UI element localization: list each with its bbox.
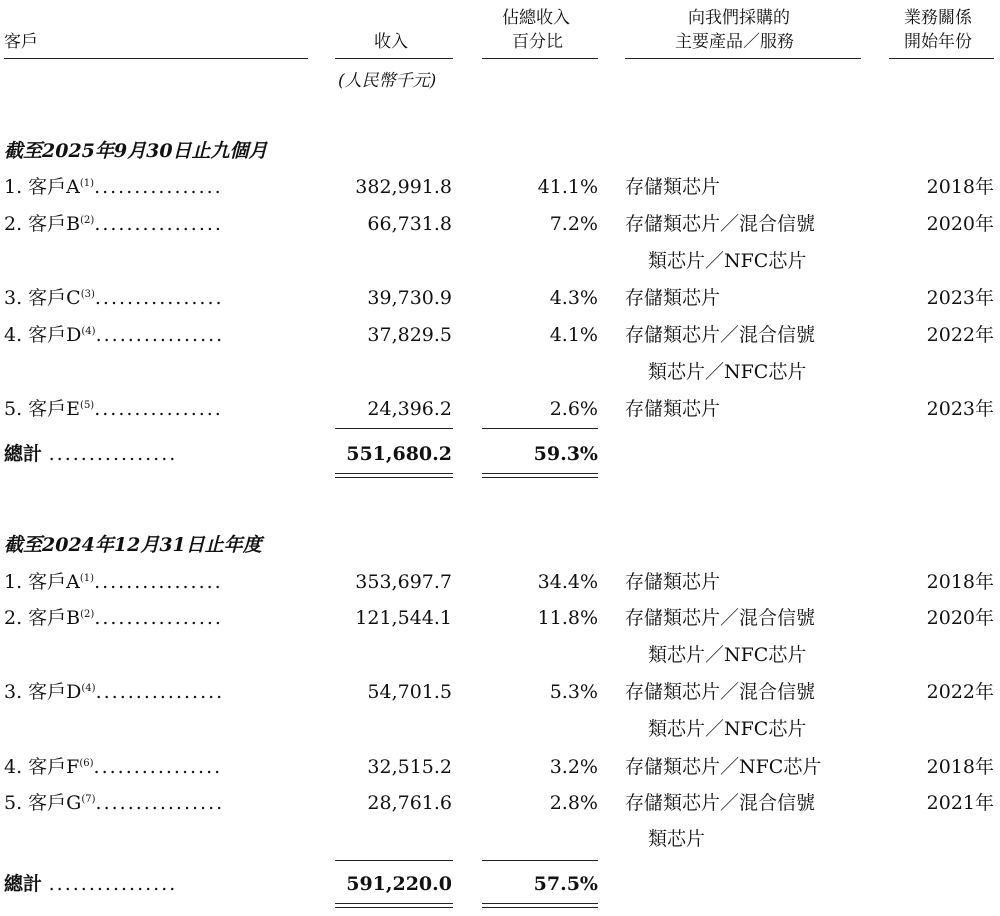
leader-dots: ................ [94, 571, 223, 593]
total-revenue: 591,220.0 [346, 873, 452, 895]
products-text: 存儲類芯片／混合信號 [625, 324, 816, 346]
header-products-line2: 主要產品／服務 [675, 32, 794, 52]
footnote-ref: (1) [79, 178, 95, 189]
double-rule-percentage [482, 907, 598, 908]
products-text: 類芯片／NFC芯片 [648, 644, 807, 666]
customer-name: 1. 客戶A [4, 571, 80, 593]
table-row [0, 786, 1000, 820]
leader-dots: ................ [48, 873, 178, 895]
table-row [0, 281, 1000, 315]
products-text: 存儲類芯片 [625, 176, 721, 198]
total-percentage: 57.5% [533, 873, 598, 895]
products-text: 存儲類芯片 [625, 287, 721, 309]
double-rule-percentage [482, 473, 598, 474]
revenue-value: 382,991.8 [355, 176, 452, 198]
leader-dots: ................ [94, 398, 223, 420]
products-text: 類芯片／NFC芯片 [648, 718, 807, 740]
percentage-value: 34.4% [537, 571, 598, 593]
products-text: 存儲類芯片／NFC芯片 [625, 756, 822, 778]
table-row [0, 675, 1000, 709]
percentage-value: 4.3% [549, 287, 598, 309]
table-row [0, 750, 1000, 784]
customer-name: 3. 客戶C [4, 287, 81, 309]
leader-dots: ................ [95, 792, 225, 814]
footnote-ref: (3) [80, 289, 95, 300]
header-rule-revenue [335, 58, 453, 59]
footnote-ref: (4) [81, 326, 96, 337]
start-year: 2023年 [926, 287, 994, 309]
header-products-line1: 向我們採購的 [688, 8, 790, 28]
header-year-line1: 業務關係 [904, 8, 972, 28]
footnote-ref: (2) [80, 609, 95, 620]
revenue-value: 37,829.5 [367, 324, 452, 346]
start-year: 2023年 [926, 398, 994, 420]
products-text: 存儲類芯片／混合信號 [625, 607, 816, 629]
percentage-value: 3.2% [549, 756, 598, 778]
header-customer: 客戶 [4, 32, 38, 52]
double-rule-revenue [335, 473, 453, 474]
header-percentage-line2: 百分比 [512, 32, 563, 52]
total-revenue: 551,680.2 [346, 443, 452, 465]
revenue-value: 28,761.6 [367, 792, 452, 814]
header-year-line2: 開始年份 [904, 32, 972, 52]
table-row-continuation [0, 355, 1000, 389]
percentage-value: 4.1% [549, 324, 598, 346]
double-rule-revenue [335, 477, 453, 478]
percentage-value: 5.3% [549, 681, 598, 703]
start-year: 2018年 [926, 176, 994, 198]
revenue-value: 353,697.7 [355, 571, 452, 593]
subtotal-rule-revenue [335, 428, 453, 429]
total-percentage: 59.3% [533, 443, 598, 465]
table-row [0, 170, 1000, 204]
header-rule-percentage [482, 58, 598, 59]
customer-name: 4. 客戶D [4, 324, 82, 346]
products-text: 存儲類芯片／混合信號 [625, 681, 816, 703]
start-year: 2020年 [926, 213, 994, 235]
table-row [0, 392, 1000, 426]
products-text: 存儲類芯片 [625, 571, 721, 593]
percentage-value: 2.8% [549, 792, 598, 814]
table-row [0, 318, 1000, 352]
total-label: 總計 [4, 873, 43, 895]
total-row [0, 867, 1000, 901]
double-rule-percentage [482, 903, 598, 904]
revenue-value: 24,396.2 [367, 398, 452, 420]
revenue-value: 54,701.5 [367, 681, 452, 703]
table-row-continuation [0, 712, 1000, 746]
products-text: 存儲類芯片／混合信號 [625, 792, 816, 814]
revenue-value: 32,515.2 [367, 756, 452, 778]
leader-dots: ................ [48, 443, 178, 465]
footnote-ref: (6) [79, 758, 94, 769]
customer-name: 5. 客戶E [4, 398, 81, 420]
double-rule-percentage [482, 477, 598, 478]
footnote-ref: (4) [81, 683, 96, 694]
customer-name: 3. 客戶D [4, 681, 82, 703]
leader-dots: ................ [93, 756, 223, 778]
footnote-ref: (5) [80, 400, 95, 411]
start-year: 2022年 [926, 324, 994, 346]
leader-dots: ................ [94, 176, 223, 198]
start-year: 2020年 [926, 607, 994, 629]
header-revenue: 收入 [374, 32, 408, 52]
percentage-value: 7.2% [549, 213, 598, 235]
table-row-continuation [0, 638, 1000, 672]
section-title: 截至2025年9月30日止九個月 [4, 140, 268, 162]
footnote-ref: (7) [81, 794, 96, 805]
customer-name: 2. 客戶B [4, 213, 81, 235]
percentage-value: 11.8% [537, 607, 598, 629]
customer-name: 4. 客戶F [4, 756, 80, 778]
leader-dots: ................ [94, 213, 223, 235]
subtotal-rule-revenue [335, 860, 453, 861]
revenue-value: 121,544.1 [355, 607, 452, 629]
total-label: 總計 [4, 443, 43, 465]
start-year: 2018年 [926, 571, 994, 593]
table-row-continuation [0, 244, 1000, 278]
unit-label: (人民幣千元) [338, 71, 437, 91]
header-rule-year [889, 58, 994, 59]
header-rule-customer [4, 58, 308, 59]
products-text: 類芯片／NFC芯片 [648, 250, 807, 272]
table-row [0, 207, 1000, 241]
table-row [0, 565, 1000, 599]
products-text: 存儲類芯片／混合信號 [625, 213, 816, 235]
start-year: 2018年 [926, 756, 994, 778]
leader-dots: ................ [95, 681, 225, 703]
start-year: 2021年 [926, 792, 994, 814]
customer-name: 5. 客戶G [4, 792, 82, 814]
footnote-ref: (2) [80, 215, 95, 226]
products-text: 類芯片 [648, 828, 706, 850]
header-rule-products [625, 58, 861, 59]
leader-dots: ................ [94, 607, 223, 629]
double-rule-revenue [335, 903, 453, 904]
revenue-value: 39,730.9 [367, 287, 452, 309]
table-row [0, 601, 1000, 635]
footnote-ref: (1) [79, 573, 95, 584]
double-rule-revenue [335, 907, 453, 908]
percentage-value: 41.1% [537, 176, 598, 198]
leader-dots: ................ [95, 324, 225, 346]
customer-name: 2. 客戶B [4, 607, 81, 629]
total-row [0, 437, 1000, 471]
table-row-continuation [0, 822, 1000, 856]
subtotal-rule-percentage [482, 860, 598, 861]
section-title: 截至2024年12月31日止年度 [4, 534, 262, 556]
leader-dots: ................ [94, 287, 224, 309]
start-year: 2022年 [926, 681, 994, 703]
subtotal-rule-percentage [482, 428, 598, 429]
revenue-value: 66,731.8 [367, 213, 452, 235]
customer-name: 1. 客戶A [4, 176, 80, 198]
percentage-value: 2.6% [549, 398, 598, 420]
products-text: 類芯片／NFC芯片 [648, 361, 807, 383]
products-text: 存儲類芯片 [625, 398, 721, 420]
header-percentage-line1: 佔總收入 [502, 8, 570, 28]
